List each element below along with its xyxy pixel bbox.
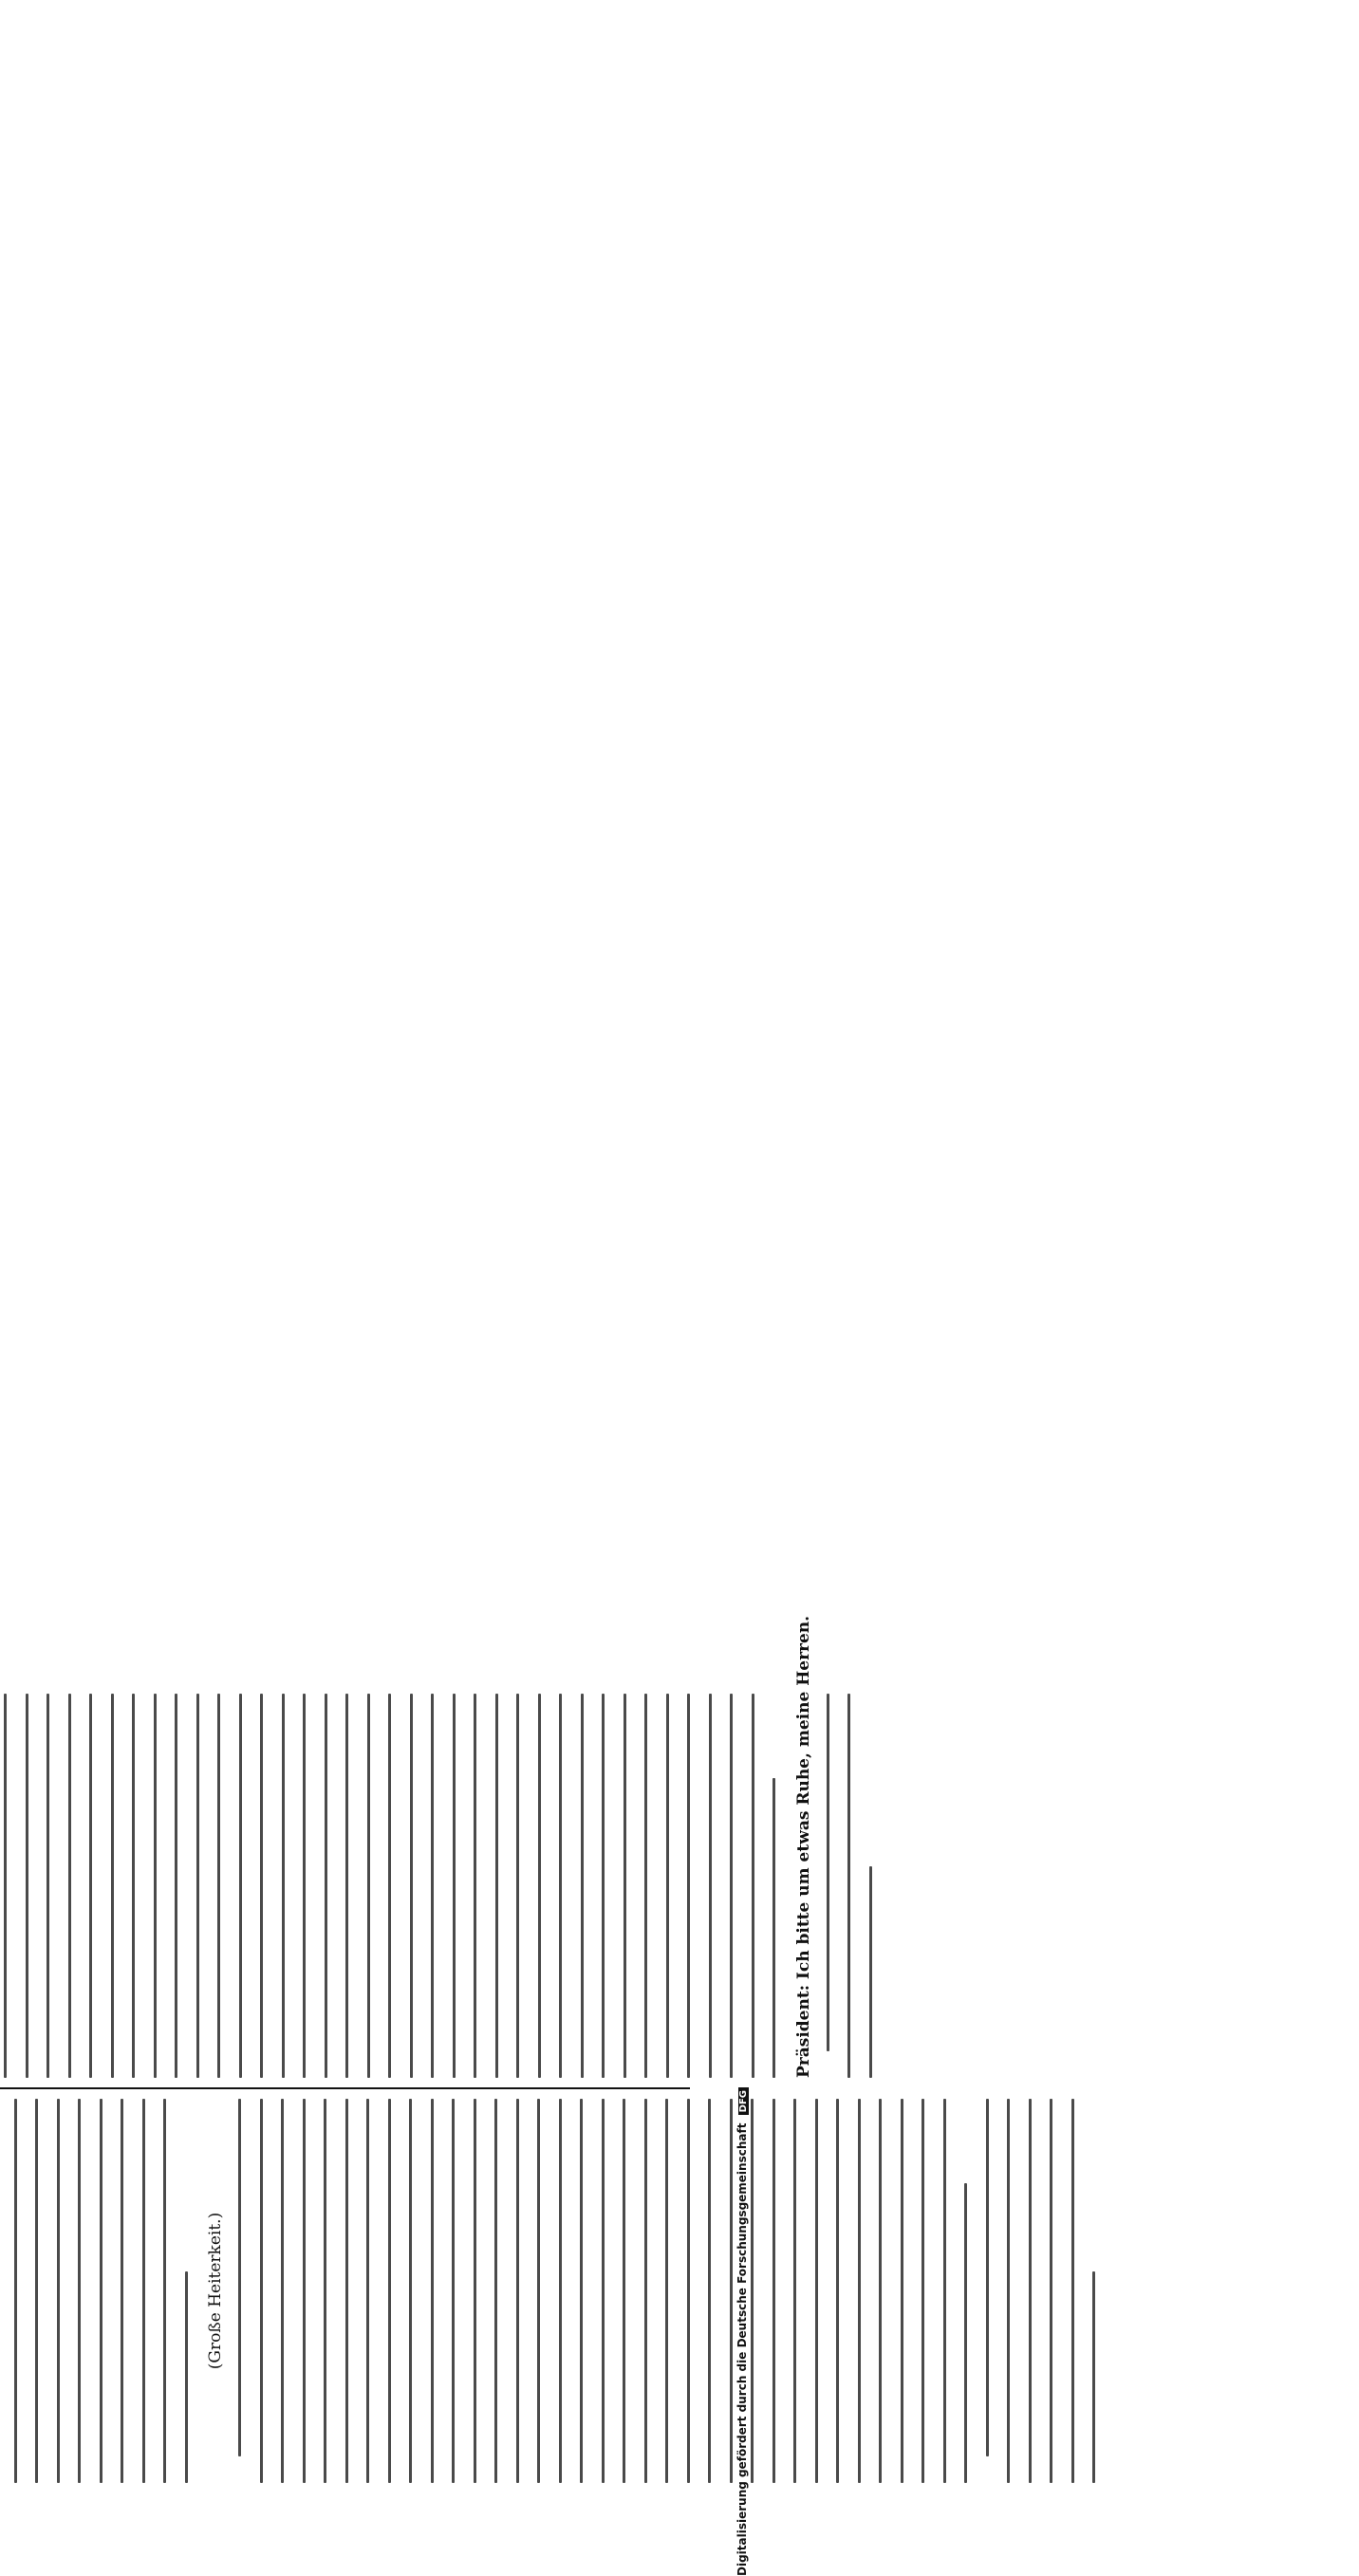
column-divider	[0, 2087, 690, 2089]
digitization-footer	[735, 2087, 749, 2576]
right-column	[0, 1615, 890, 2078]
speaker-line: Präsident: Ich bitte um etwas Ruhe, meine Herren.	[793, 1615, 813, 2078]
footer-text: Digitalisierung gefördert durch die Deutsche Forschungsgemeinschaft	[735, 2122, 749, 2576]
left-column	[0, 2099, 1114, 2483]
scanned-page	[0, 1615, 813, 2576]
dfg-logo: DFG	[738, 2087, 749, 2115]
stage-direction: (Große Heiterkeit.)	[206, 2212, 225, 2370]
